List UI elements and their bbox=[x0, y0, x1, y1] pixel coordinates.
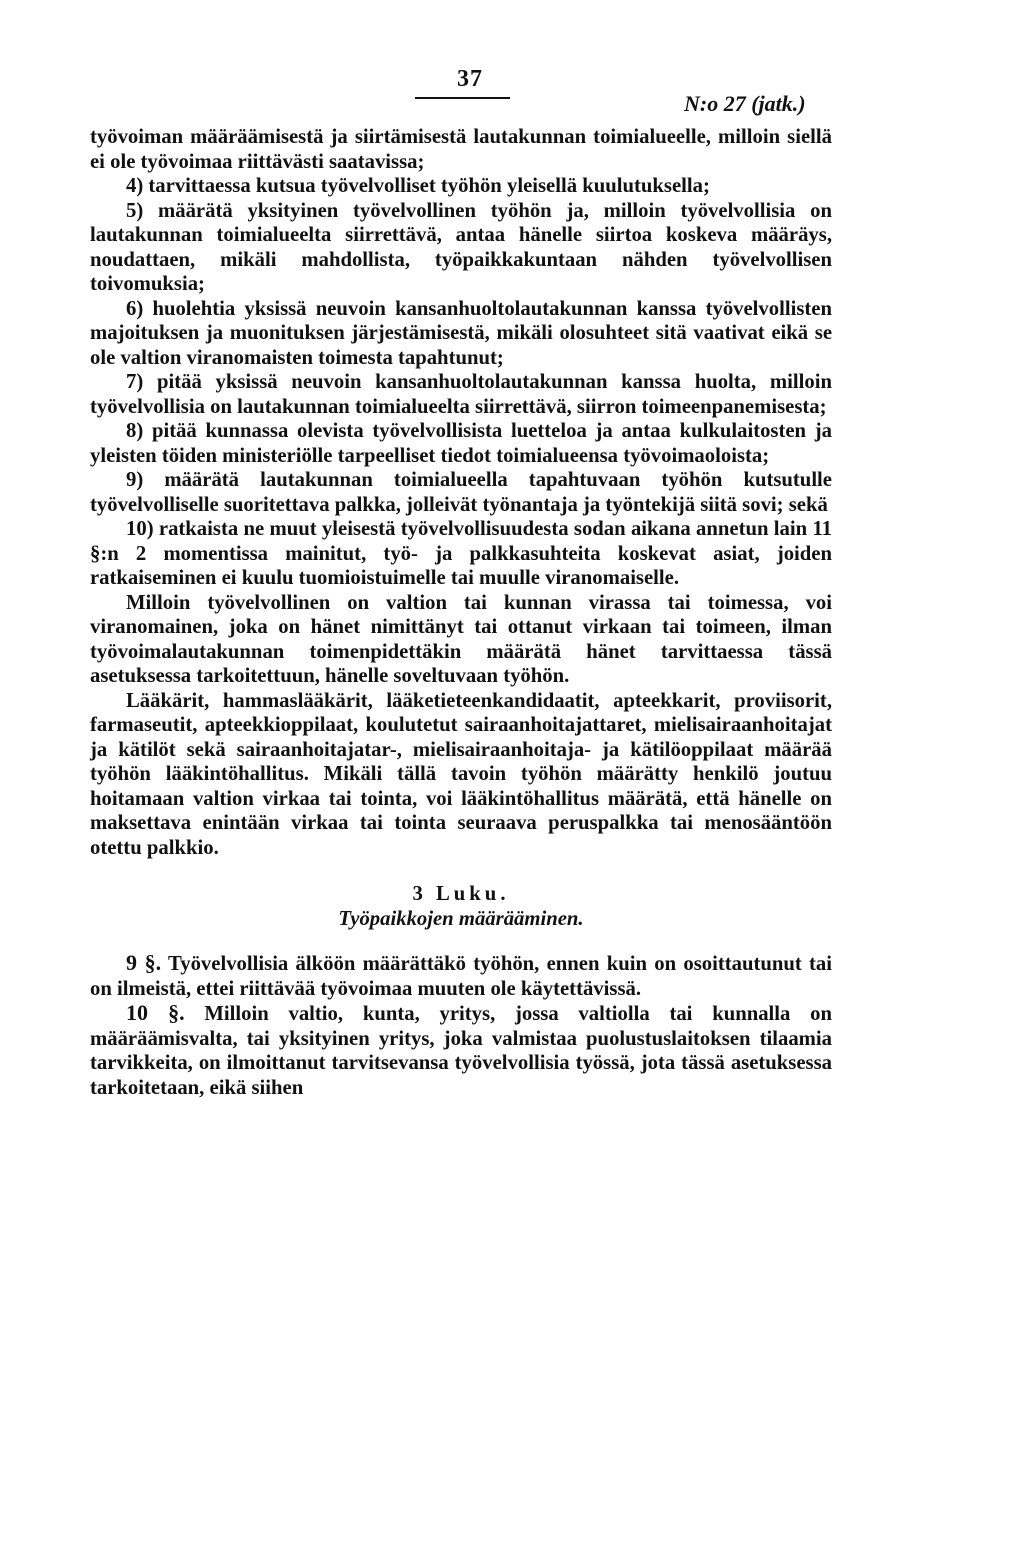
chapter-title: 3 Luku. bbox=[412, 883, 510, 905]
list-item-9: 9) määrätä lautakunnan toimialueella tapahtuvaan työhön kutsutulle työvelvolliselle suoritettava palkka, jolleivät työnantaja ja työntekijä siitä sovi; sekä bbox=[90, 469, 832, 516]
page-number: 37 bbox=[457, 66, 483, 92]
list-item-10: 10) ratkaista ne muut yleisestä työvelvollisuudesta sodan aikana annetun lain 11 §:n 2 momentissa mainitut, työ- ja palkkasuhteita koskevat asiat, joiden ratkaiseminen ei kuulu tuomioistuimelle tai muulle viranomaiselle. bbox=[90, 518, 832, 589]
section-9-text: Työvelvollisia älköön määrättäkö työhön, ennen kuin on osoittautunut tai on ilmeistä, ettei riittävää työvoimaa muuten ole käytettävissä. bbox=[90, 953, 832, 1000]
list-item-5: 5) määrätä yksityinen työvelvollinen työhön ja, milloin työvelvollisia on lautakunnan toimialueelta siirrettävä, antaa hänelle siirtoa koskeva määräys, noudattaen, mikäli mahdollista, työpaikkakuntaan nähden työvelvollisen toivomuksia; bbox=[90, 199, 832, 295]
running-reference: N:o 27 (jatk.) bbox=[684, 91, 806, 116]
section-10-text: Milloin valtio, kunta, yritys, jossa valtiolla tai kunnalla on määräämisvalta, tai yksityinen yritys, joka valmistaa puolustuslaitoksen tilaamia tarvikkeita, on ilmoittanut tarvitsevansa työvelvollisia työssä, jota tässä asetuksessa tarkoitetaan, eikä siihen bbox=[90, 1003, 833, 1099]
list-item-7: 7) pitää yksissä neuvoin kansanhuoltolautakunnan kanssa huolta, milloin työvelvollisia on lautakunnan toimialueelta siirrettävä, siirron toimeenpanemisesta; bbox=[90, 371, 832, 418]
list-item-8: 8) pitää kunnassa olevista työvelvollisista luetteloa ja antaa kulkulaitosten ja yleisten töiden ministeriölle tarpeelliset tiedot toimialueensa työvoimaoloista; bbox=[90, 420, 832, 467]
list-item-4: 4) tarvittaessa kutsua työvelvolliset työhön yleisellä kuulutuksella; bbox=[126, 175, 710, 197]
section-10 bbox=[90, 1001, 832, 1100]
header-rule bbox=[415, 97, 510, 99]
section-9-number: 9 §. bbox=[126, 950, 162, 975]
document-body bbox=[90, 125, 832, 1100]
paragraph-continuation: työvoiman määräämisestä ja siirtämisestä lautakunnan toimialueelle, milloin siellä ei ole työvoimaa riittävästi saatavissa; bbox=[90, 126, 832, 173]
chapter-subtitle: Työpaikkojen määrääminen. bbox=[338, 907, 584, 930]
paragraph-civil-servants: Milloin työvelvollinen on valtion tai kunnan virassa tai toimessa, voi viranomainen, joka on hänet nimittänyt tai ottanut virkaan tai toimeen, ilman työvoimalautakunnan toimenpidettäkin määrätä hänet tarvittaessa tässä asetuksessa tarkoitettuun, hänelle soveltuvaan työhön. bbox=[90, 591, 832, 687]
paragraph-medical-staff: Lääkärit, hammaslääkärit, lääketieteenkandidaatit, apteekkarit, proviisorit, farmaseutit, apteekkioppilaat, koulutetut sairaanhoitajattaret, mielisairaanhoitajat ja kätilöt sekä sairaanhoitajatar-, mielisairaanhoitaja- ja kätilöoppilaat määrää työhön lääkintöhallitus. Mikäli tällä tavoin työhön määrätty henkilö joutuu hoitamaan valtion virkaa tai tointa, voi lääkintöhallitus määrätä, että hänelle on maksettava enintään virkaa tai tointa seuraava peruspalkka tai menosääntöön otettu palkkio. bbox=[90, 689, 832, 859]
section-10-number: 10 §. bbox=[126, 1000, 185, 1025]
section-9 bbox=[90, 951, 832, 1001]
list-item-6: 6) huolehtia yksissä neuvoin kansanhuoltolautakunnan kanssa työvelvollisten majoituksen ja muonituksen järjestämisestä, mikäli olosuhteet sitä vaativat eikä se ole valtion viranomaisten toimesta tapahtunut; bbox=[90, 297, 832, 369]
